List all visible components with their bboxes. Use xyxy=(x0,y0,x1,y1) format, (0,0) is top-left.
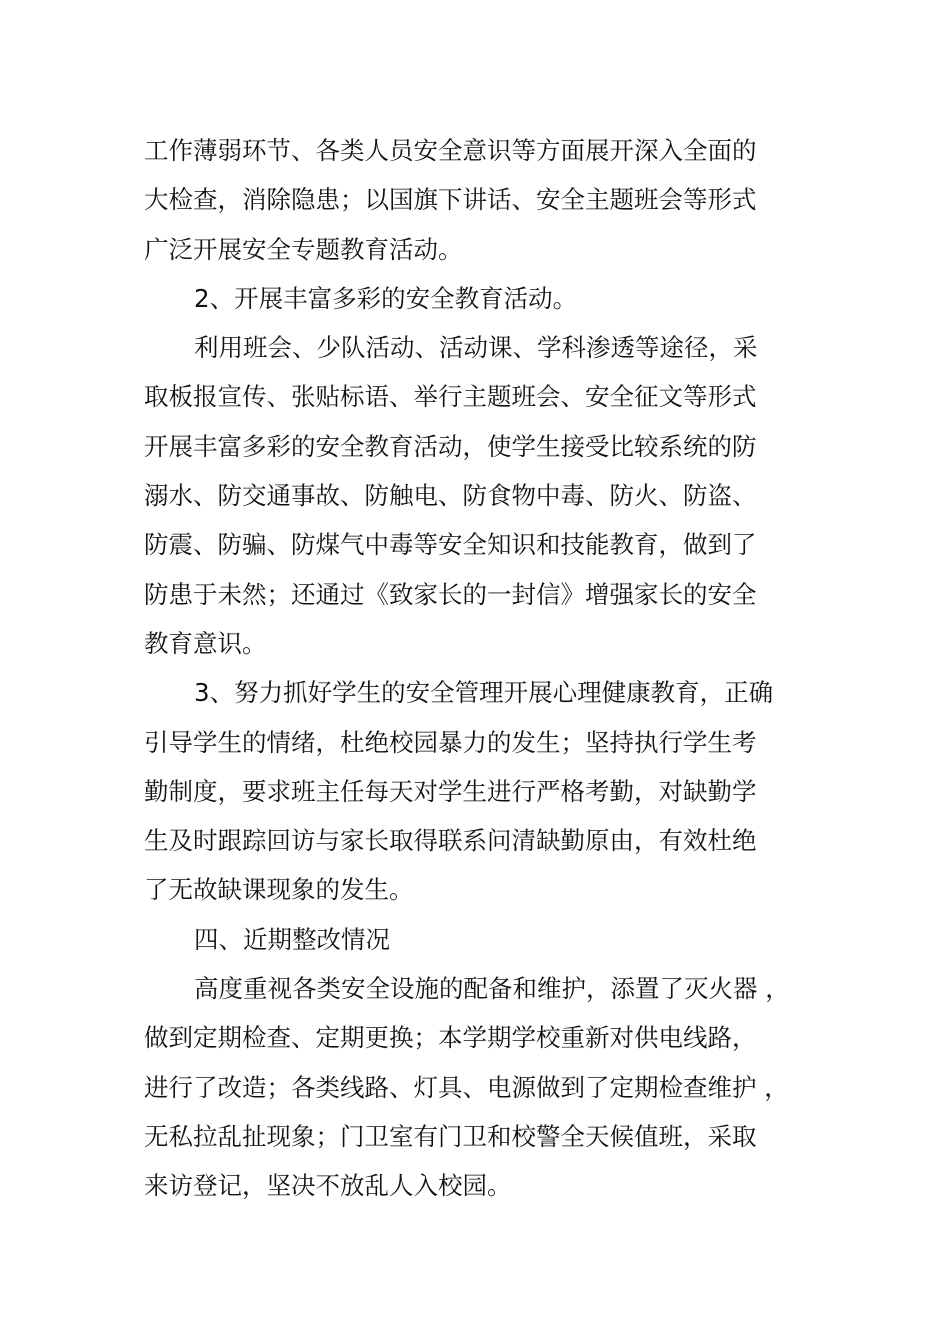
text-line: 高度重视各类安全设施的配备和维护，添置了灭火器 ， xyxy=(194,974,790,1004)
text-line: 引导学生的情绪，杜绝校园暴力的发生；坚持执行学生考 xyxy=(144,727,757,757)
section-heading: 四、近期整改情况 xyxy=(194,924,390,954)
text-line: 生及时跟踪回访与家长取得联系问清缺勤原由，有效杜绝 xyxy=(144,826,757,856)
section-heading: 3、努力抓好学生的安全管理开展心理健康教育，正确 xyxy=(194,678,774,708)
text-line: 做到定期检查、定期更换；本学期学校重新对供电线路， xyxy=(144,1023,757,1053)
text-line: 勤制度，要求班主任每天对学生进行严格考勤，对缺勤学 xyxy=(144,776,757,806)
text-line: 了无故缺课现象的发生。 xyxy=(144,875,414,905)
text-line: 进行了改造；各类线路、灯具、电源做到了定期检查维护 ， xyxy=(144,1072,789,1102)
text-line: 取板报宣传、张贴标语、举行主题班会、安全征文等形式 xyxy=(144,382,757,412)
text-line: 工作薄弱环节、各类人员安全意识等方面展开深入全面的 xyxy=(144,136,757,165)
text-line: 溺水、防交通事故、防触电、防食物中毒、防火、防盗、 xyxy=(144,481,757,511)
text-line: 利用班会、少队活动、活动课、学科渗透等途径，采 xyxy=(194,333,758,363)
text-line: 来访登记，坚决不放乱人入校园。 xyxy=(144,1171,512,1201)
document-page xyxy=(144,126,814,1211)
text-line: 防震、防骗、防煤气中毒等安全知识和技能教育，做到了 xyxy=(144,530,757,560)
text-line: 无私拉乱扯现象；门卫室有门卫和校警全天候值班，采取 xyxy=(144,1121,757,1151)
text-line: 教育意识。 xyxy=(144,628,267,658)
text-line: 大检查，消除隐患；以国旗下讲话、安全主题班会等形式 xyxy=(144,185,757,215)
text-line: 广泛开展安全专题教育活动。 xyxy=(144,234,463,264)
text-line: 防患于未然；还通过《致家长的一封信》增强家长的安全 xyxy=(144,579,757,609)
text-line: 开展丰富多彩的安全教育活动，使学生接受比较系统的防 xyxy=(144,431,757,461)
section-heading: 2、开展丰富多彩的安全教育活动。 xyxy=(194,283,578,313)
